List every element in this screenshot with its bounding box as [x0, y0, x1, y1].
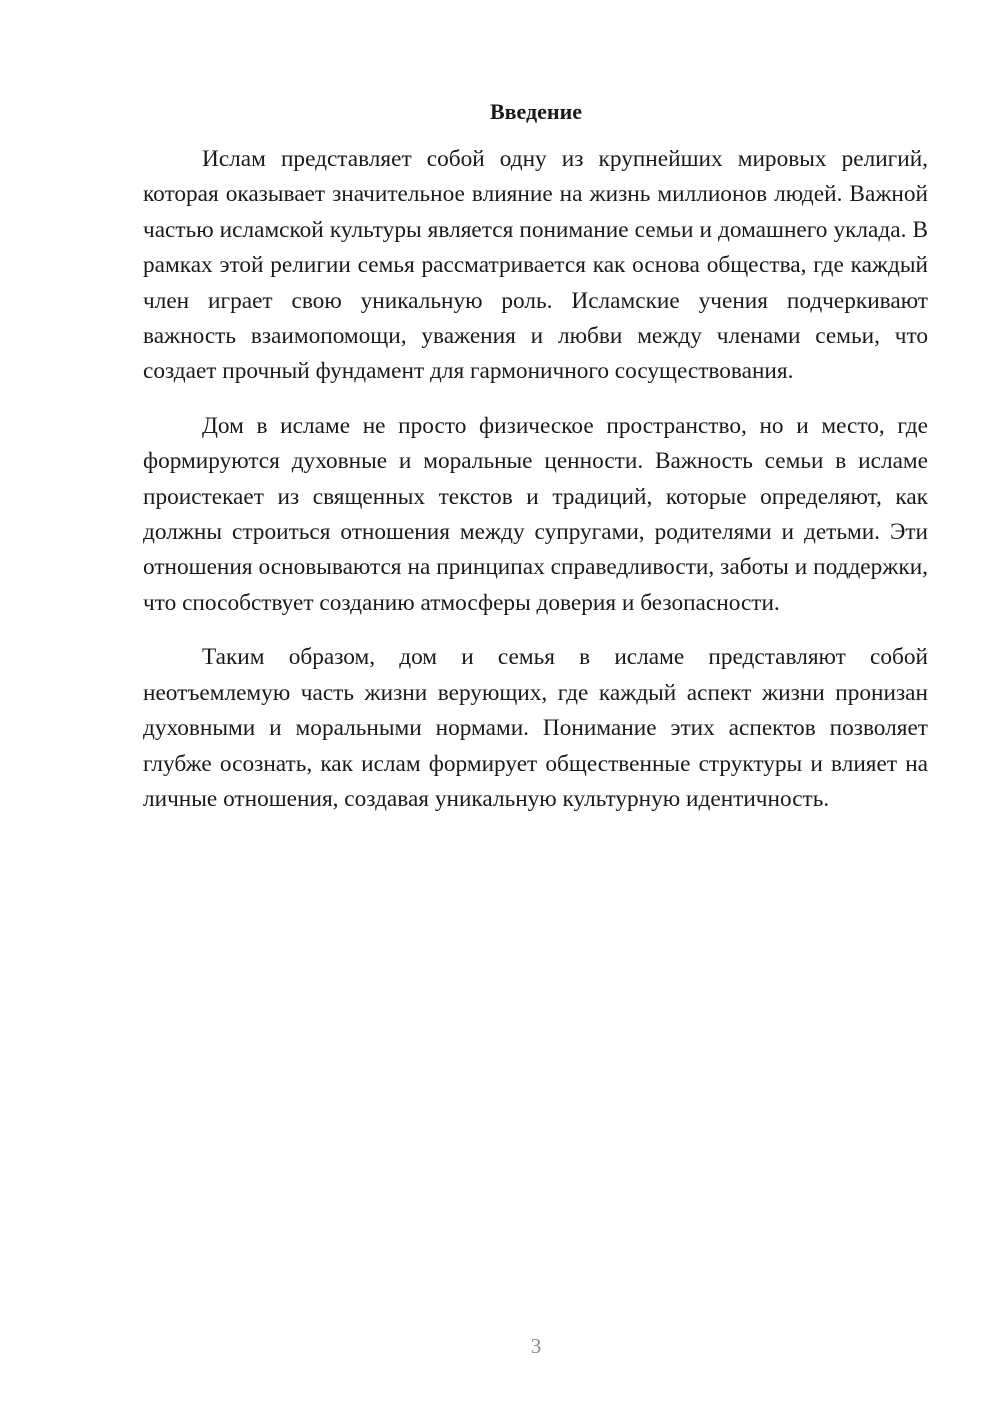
paragraph-3: Таким образом, дом и семья в исламе представляют собой неотъемлемую часть жизни верующих, где каждый аспект жизни пронизан духовными и моральными нормами. Понимание этих аспектов позволяет глубже осознать, как ислам формирует общественные структуры и влияет на личные отношения, создавая уникальную культурную идентичность. [143, 644, 928, 812]
paragraph-2: Дом в исламе не просто физическое пространство, но и место, где формируются духовные и моральные ценности. Важность семьи в исламе проистекает из священных текстов и традиций, которые определяют, как должны строиться отношения между супругами, родителями и детьми. Эти отношения основываются на принципах справедливости, заботы и поддержки, что способствует созданию атмосферы доверия и безопасности. [143, 412, 928, 616]
page-number: 3 [530, 1334, 542, 1358]
section-title: Введение [489, 99, 583, 124]
body-text [143, 142, 928, 817]
paragraph-1: Ислам представляет собой одну из крупнейших мировых религий, которая оказывает значительное влияние на жизнь миллионов людей. Важной частью исламской культуры является понимание семьи и домашнего уклада. В рамках этой религии семья рассматривается как основа общества, где каждый член играет свою уникальную роль. Исламские учения подчеркивают важность взаимопомощи, уважения и любви между членами семьи, что создает прочный фундамент для гармоничного сосуществования. [143, 146, 928, 385]
